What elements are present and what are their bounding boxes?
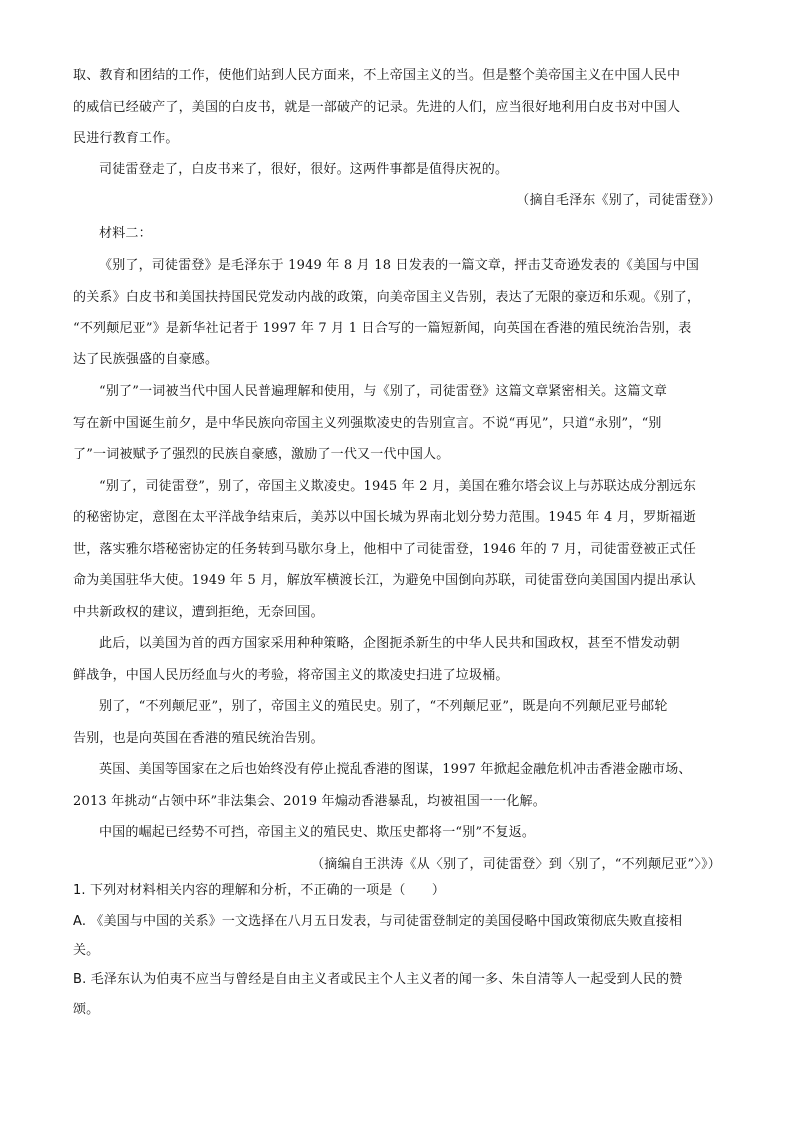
source-1: （摘自毛泽东《别了，司徒雷登》）	[516, 193, 721, 208]
passage-p4-line3: 了”一词被赋予了强烈的民族自豪感，激励了一代又一代中国人。	[73, 447, 450, 462]
passage-p3-line1: 《别了，司徒雷登》是毛泽东于 1949 年 8 月 18 日发表的一篇文章，抨击艾奇逊发表的《美国与中国	[99, 258, 700, 273]
passage-p7-line1: 别了，“不列颠尼亚”，别了，帝国主义的殖民史。别了，“不列颠尼亚”，既是向不列颠尼亚号邮轮	[99, 699, 668, 714]
passage-p4-line2: 写在新中国诞生前夕，是中华民族向帝国主义列强欺凌史的告别宣言。不说“再见”，只道“永别”，“别	[73, 416, 662, 431]
passage-p1-line3: 民进行教育工作。	[73, 131, 179, 146]
passage-p5-line1: “别了，司徒雷登”，别了，帝国主义欺凌史。1945 年 2 月，美国在雅尔塔会议上与苏联达成分割远东	[99, 479, 697, 494]
option-b-line1: B. 毛泽东认为伯夷不应当与曾经是自由主义者或民主个人主义者的闻一多、朱自清等人一起受到人民的赞	[73, 972, 683, 987]
passage-p3-line2: 的关系》白皮书和美国扶持国民党发动内战的政策，向美帝国主义告别，表达了无限的豪迈和乐观。《别了，	[73, 290, 701, 305]
passage-p1-line2: 的威信已经破产了，美国的白皮书，就是一部破产的记录。先进的人们，应当很好地利用白皮书对中国人	[73, 100, 681, 115]
material-2-heading: 材料二：	[99, 226, 152, 241]
question-stem: 1. 下列对材料相关内容的理解和分析，不正确的一项是（ ）	[73, 883, 446, 898]
passage-p9: 中国的崛起已经势不可挡，帝国主义的殖民史、欺压史都将一“别”不复返。	[99, 825, 536, 840]
passage-p6-line1: 此后，以美国为首的西方国家采用种种策略，企图扼杀新生的中华人民共和国政权，甚至不惜发动朝	[99, 636, 680, 651]
passage-p5-line5: 中共新政权的建议，遭到拒绝，无奈回国。	[73, 605, 324, 620]
source-2: （摘编自王洪涛《从〈别了，司徒雷登〉到〈别了，“不列颠尼亚”〉》）	[311, 857, 721, 872]
passage-p2: 司徒雷登走了，白皮书来了，很好，很好。这两件事都是值得庆祝的。	[99, 162, 509, 177]
option-a-line2: 关。	[73, 943, 100, 958]
option-a-line1: A. 《美国与中国的关系》一文选择在八月五日发表，与司徒雷登制定的美国侵略中国政策彻底失败直接相	[73, 914, 683, 929]
passage-p8-line1: 英国、美国等国家在之后也始终没有停止搅乱香港的图谋，1997 年掀起金融危机冲击香港金融市场、	[99, 762, 692, 777]
passage-p8-line2: 2013 年挑动“占领中环”非法集会、2019 年煽动香港暴乱，均被祖国一一化解。	[73, 794, 546, 809]
passage-p5-line4: 命为美国驻华大使。1949 年 5 月，解放军横渡长江，为避免中国倒向苏联，司徒雷登向美国国内提出承认	[73, 573, 696, 588]
passage-p5-line3: 世，落实雅尔塔秘密协定的任务转到马歇尔身上，他相中了司徒雷登，1946 年的 7 月，司徒雷登被正式任	[73, 542, 696, 557]
passage-p3-line3: “不列颠尼亚”》是新华社记者于 1997 年 7 月 1 日合写的一篇短新闻，向英国在香港的殖民统治告别，表	[73, 321, 692, 336]
passage-p3-line4: 达了民族强盛的自豪感。	[73, 352, 219, 367]
passage-p5-line2: 的秘密协定，意图在太平洋战争结束后，美苏以中国长城为界南北划分势力范围。1945 年 4 月，罗斯福逝	[73, 510, 696, 525]
document-page	[73, 0, 721, 1123]
passage-p7-line2: 告别，也是向英国在香港的殖民统治告别。	[73, 731, 324, 746]
passage-p4-line1: “别了”一词被当代中国人民普遍理解和使用，与《别了，司徒雷登》这篇文章紧密相关。这篇文章	[99, 384, 668, 399]
option-b-line2: 颂。	[73, 1002, 100, 1017]
passage-p1-line1: 取、教育和团结的工作，使他们站到人民方面来，不上帝国主义的当。但是整个美帝国主义在中国人民中	[73, 68, 681, 83]
passage-p6-line2: 鲜战争，中国人民历经血与火的考验，将帝国主义的欺凌史扫进了垃圾桶。	[73, 668, 509, 683]
